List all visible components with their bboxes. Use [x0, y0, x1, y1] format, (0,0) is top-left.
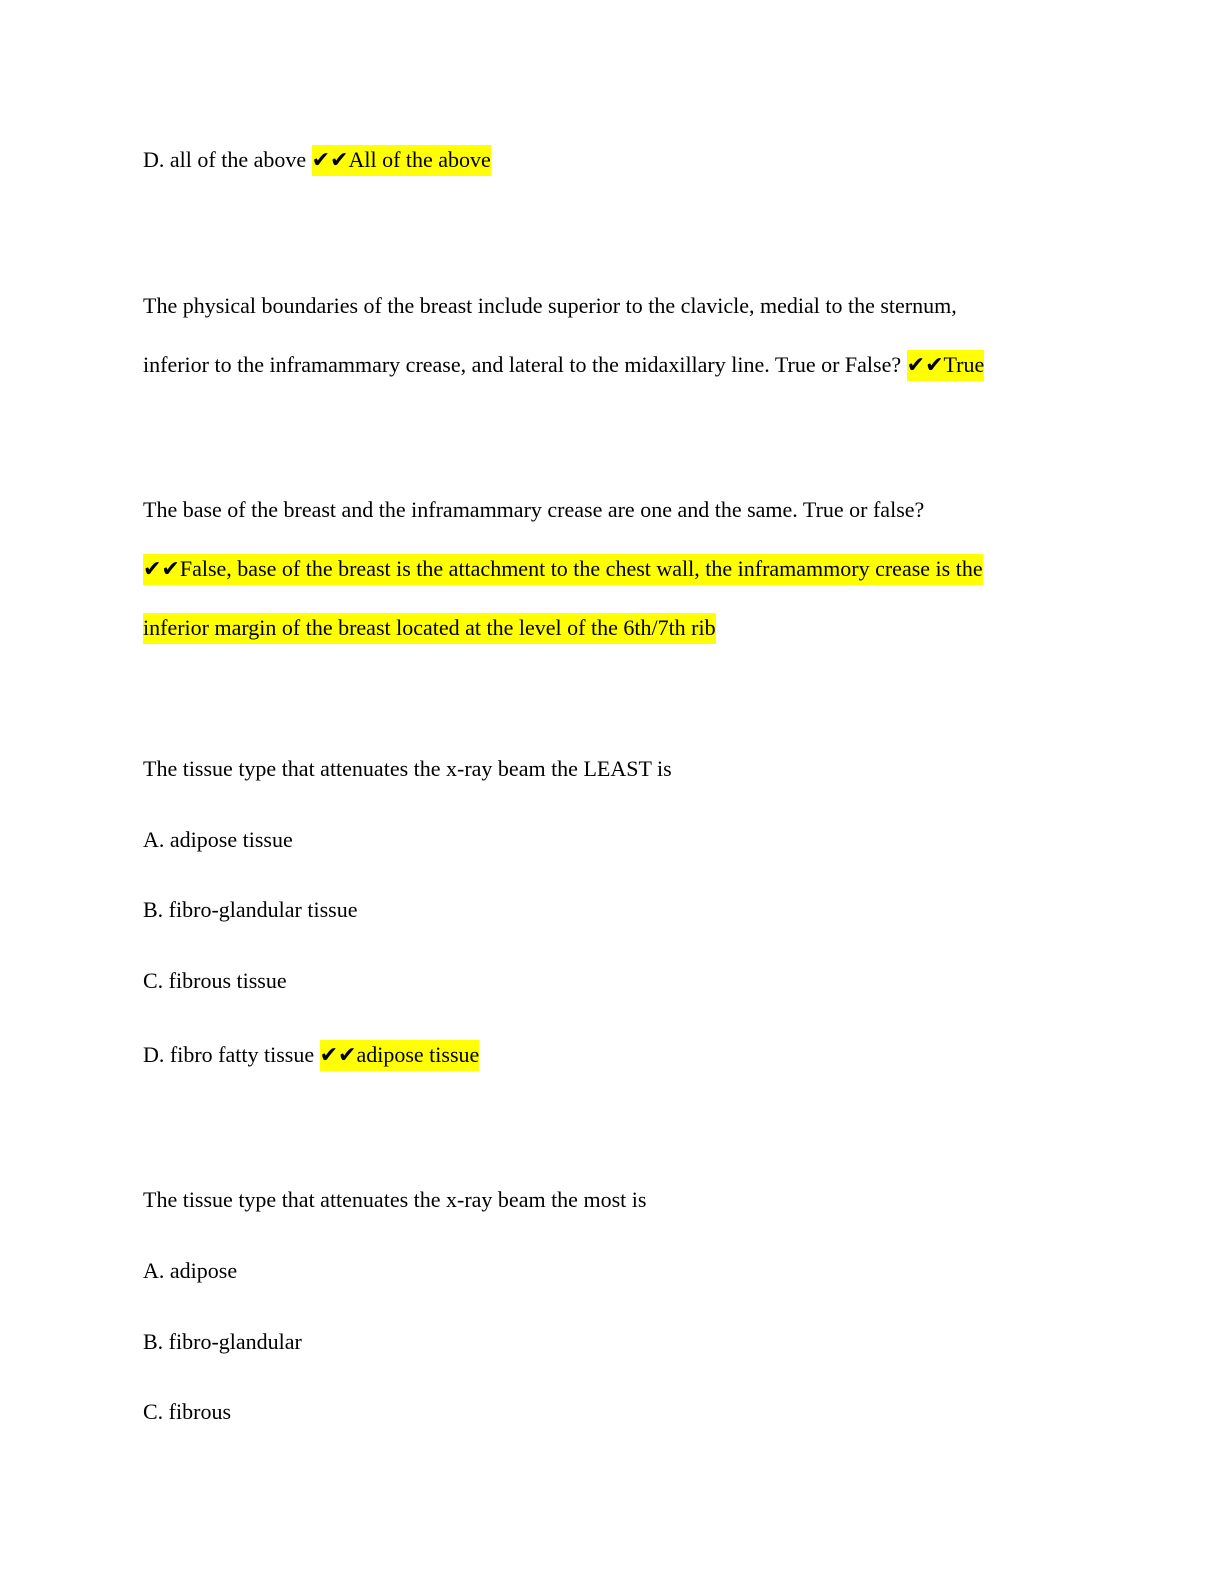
q3-question: The tissue type that attenuates the x-ray beam the LEAST is — [143, 756, 672, 781]
q4-option-c: C. fibrous — [143, 1399, 231, 1424]
q4-option-a: A. adipose — [143, 1258, 238, 1283]
q1-answer-highlight: ✔✔True — [907, 350, 985, 381]
q0-option-d: D. all of the above — [143, 147, 307, 172]
q0-answer-highlight: ✔✔All of the above — [312, 145, 491, 176]
q4-option-b: B. fibro-glandular — [143, 1329, 302, 1354]
q2-question: The base of the breast and the inframammary crease are one and the same. True or false? — [143, 497, 925, 522]
q2-answer-highlight-2: inferior margin of the breast located at the level of the 6th/7th rib — [143, 613, 716, 644]
q3-answer-highlight: ✔✔adipose tissue — [320, 1040, 480, 1071]
q3-option-a: A. adipose tissue — [143, 827, 293, 852]
q2-answer-line-2 — [143, 615, 716, 641]
q1-question-line-2 — [143, 352, 984, 378]
q2-answer-highlight-1: ✔✔False, base of the breast is the attachment to the chest wall, the inframammory crease is the — [143, 554, 983, 585]
q0-option-d-line — [143, 147, 491, 173]
q3-option-d: D. fibro fatty tissue — [143, 1042, 315, 1067]
q1-question-text: inferior to the inframammary crease, and lateral to the midaxillary line. True or False? — [143, 352, 902, 377]
q3-option-c: C. fibrous tissue — [143, 968, 287, 993]
q1-question-line-1: The physical boundaries of the breast include superior to the clavicle, medial to the sternum, — [143, 293, 957, 318]
q4-question: The tissue type that attenuates the x-ray beam the most is — [143, 1187, 647, 1212]
q3-option-d-line — [143, 1042, 479, 1068]
q2-answer-line-1 — [143, 556, 983, 582]
q3-option-b: B. fibro-glandular tissue — [143, 897, 358, 922]
